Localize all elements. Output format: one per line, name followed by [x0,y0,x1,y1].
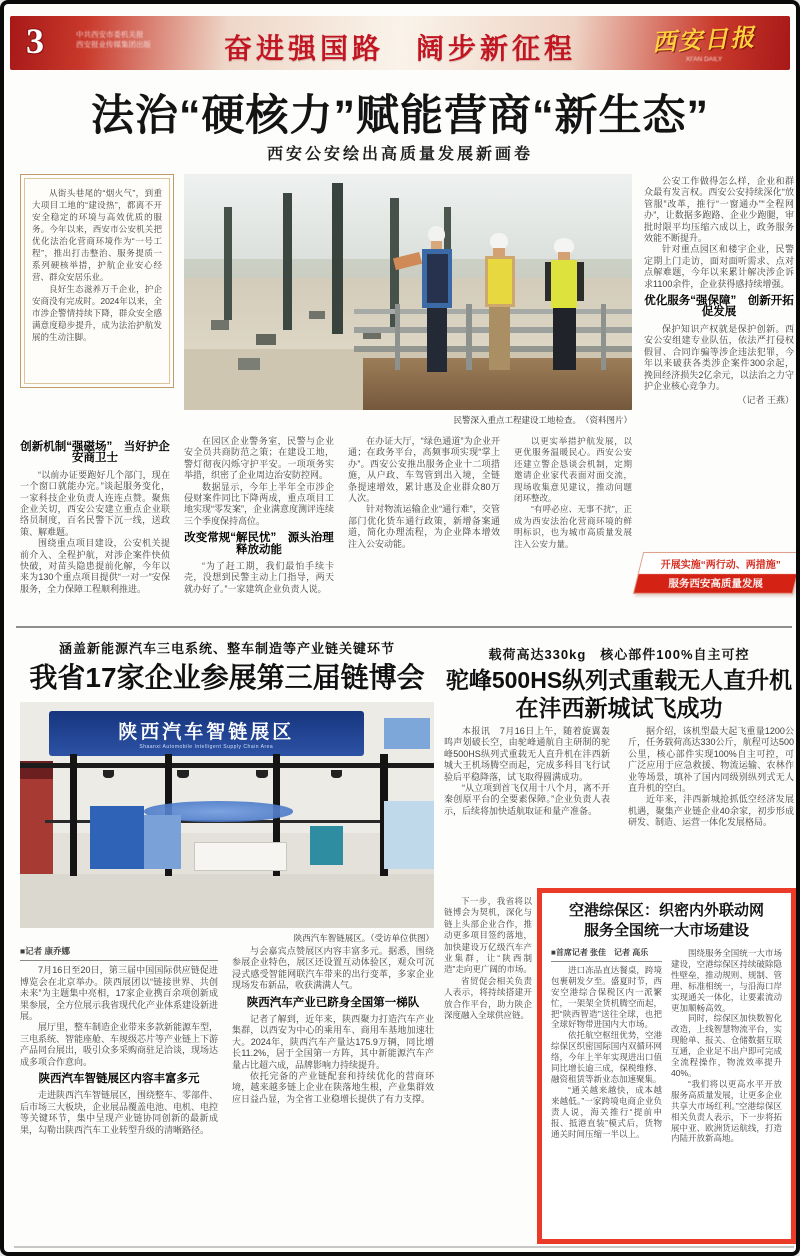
lead-deck: 西安公安绘出高质量发展新画卷 [266,146,533,163]
expo-photo-caption: 陕西汽车智链展区。（受访单位供图） [293,933,434,943]
lead-column-a [20,436,170,622]
railing-post [395,304,400,370]
body-paragraph: 良好生态滋养万千企业，护企安商没有完成时。2024年以来，全市涉企警情持续下降，群众安全感满意度稳步提升，成为法治护航发展的生动注脚。 [32,284,162,342]
column-subhead: 改变常规“解民忧” 源头治理释放动能 [184,532,334,556]
body-paragraph: （记者 王燕） [737,395,794,406]
body-paragraph: 省贸促会相关负责人表示，将持续搭建开放合作平台，助力陕企深度融入全球供应链。 [444,975,532,1021]
legs [427,308,447,372]
hi-vis-vest [551,260,577,308]
red-wall [20,779,53,874]
material-block [238,358,260,370]
banner-slogan: 奋进强国路 阔步新征程 [223,33,576,64]
body-paragraph: “以前办证要跑好几个部门，现在一个窗口就能办完。”谈起服务变化，一家科技企业负责人连连点赞。聚焦企业关切，西安公安建立重点企业联络员制度，百名民警下沉一线，送政策、解难题。 [20,469,170,537]
drone-kicker: 载荷高达330kg 核心部件100%自主可控 [488,647,750,662]
body-paragraph: 记者了解到，近年来，陕西聚力打造汽车产业集群，以西安为中心的乘用车、商用车基地加速壮大。2024年，陕西汽车产量达175.9万辆，同比增长11.2%，居于全国第一方阵，其中新能源汽车产量占比超六成，品牌影响力持续提升。 [232,1014,434,1070]
byline: ■记者 康乔娜 [20,946,218,961]
campaign-ribbon-line1: 开展实施“两行动、两措施” [660,560,781,571]
lead-headline: 法治“硬核力”赋能营商“新生态” [91,92,709,140]
logo-calligraphy: 西安日报 [651,25,757,57]
body-paragraph: “从立项到首飞仅用十八个月，离不开秦创原平台的全要素保障。”企业负责人表示，后续将加快适航取证和量产准备。 [444,783,610,816]
body-paragraph: 以更实举措护航发展，以更优服务温暖民心。西安公安还建立警企恳谈会机制，定期邀请企业家代表面对面交流，现场收集意见建议，推动问题闭环整改。 [514,436,632,504]
teal-booth [310,826,343,864]
stage-light [331,770,343,778]
stage-light [177,770,189,778]
airport-article-box [537,888,796,1244]
blue-panel [384,718,430,750]
expo-column-2 [232,946,434,1242]
section-divider [16,626,792,628]
light-panel [384,801,434,869]
body-paragraph: 从街头巷尾的“烟火气”，到重大项目工地的“建设热”，都离不开安全稳定的环境与高效优质的服务。今年以来，西安市公安机关把优化法治化营商环境作为“一号工程”，推出打击整治、服务提质一系列硬核举措，护航企业安心经营、群众安居乐业。 [32,188,162,282]
drone-column-2 [628,726,794,884]
material-block [211,320,229,329]
lead-column-b [184,436,334,622]
truss-column [70,754,77,876]
body-paragraph: 展厅里，整车制造企业带来多款新能源车型，三电系统、智能座舱、车规级芯片等产业链上下游产品同台展出，吸引众多采购商驻足洽谈，现场达成多项合作意向。 [20,1022,218,1067]
column-subhead: 优化服务“强保障” 创新开拓促发展 [644,295,794,319]
airport-column-right [671,948,782,1220]
body-paragraph: 在办证大厅，“绿色通道”为企业开通；在政务平台，高频事项实现“掌上办”。西安公安推出服务企业十二项措施，从户政、车驾管到出入境，全链条提速增效，累计惠及企业群众80万人次。 [348,436,500,504]
airport-headline-line2: 服务全国统一大市场建设 [583,922,749,939]
blue-cabinet [144,815,181,869]
tactical-vest [427,254,448,304]
expo-photo [20,702,434,928]
expo-column-3 [444,896,532,1242]
body-paragraph: “有呼必应、无事不扰”，正成为西安法治化营商环境的鲜明标识，也为城市高质量发展注入公安力量。 [514,504,632,549]
lead-photo-caption: 民警深入重点工程建设工地检查。 （资料图片） [453,415,632,425]
drone-column-1 [444,726,610,884]
legs [553,308,575,370]
steel-column [332,183,343,334]
worker-figure [480,233,520,370]
drone-headline-line1: 驼峰500HS纵列式重载无人直升机 [445,667,793,693]
body-paragraph: 依托完备的产业链配套和持续优化的营商环境，越来越多链上企业在陕落地生根，产业集群效应日益凸显，为全省工业稳增长提供了有力支撑。 [232,1071,434,1104]
column-subhead: 陕西汽车智链展区内容丰富多元 [38,1073,200,1086]
drone-headline-line2: 在沣西新城试飞成功 [515,695,723,721]
airport-headline-line1: 空港综保区：织密内外联动网 [568,902,764,919]
campaign-ribbon-line2 [633,574,800,593]
helmet [554,238,574,254]
column-subhead: 陕西汽车产业已跻身全国第一梯队 [246,996,420,1009]
body-paragraph: 进口冻品直达餐桌，跨境包裹朝发夕至。盛夏时节，西安空港综合保税区内一派繁忙，一架架全货机腾空而起，把“陕西智造”送往全球，也把全球好物带进国内大市场。 [551,964,662,1030]
body-paragraph: 下一步，我省将以链博会为契机，深化与链上头部企业合作，推动更多项目签约落地，加快建设万亿级汽车产业集群，让“陕西制造”走向更广阔的市场。 [444,896,532,975]
body-paragraph: 依托航空枢纽优势，空港综保区织密国际国内双循环网络，今年上半年实现进出口值同比增长逾三成，保税维修、融资租赁等新业态加速聚集。 [551,1030,662,1084]
body-paragraph: 走进陕西汽车智链展区，围绕整车、零部件、后市场三大板块，企业展品覆盖电池、电机、电控等关键环节，集中呈现产业链协同创新的最新成果，勾勒出陕西汽车工业转型升级的清晰路径。 [20,1090,218,1135]
expo-kicker: 涵盖新能源汽车三电系统、整车制造等产业链关键环节 [58,641,395,656]
bottom-rule [14,1246,794,1248]
white-counter [194,842,287,871]
lead-intro-text [24,178,170,384]
exhibit-banner-en: Shaanxi Automobile Intelligent Supply Chain Area [139,744,274,751]
body-paragraph: 公安工作做得怎么样，企业和群众最有发言权。西安公安持续深化“放管服”改革，推行“一窗通办”“全程网办”，让数据多跑路、企业少跑腿，审批时限平均压缩六成以上，政务服务效能不断提升。 [644,176,794,244]
hall-floor [20,869,434,928]
masthead-info-line2: 西安报业传媒集团出版 [76,40,151,49]
masthead-banner [10,16,790,70]
steel-column [283,193,293,330]
body-paragraph: “为了赶工期，我们最怕手续卡壳，没想到民警主动上门指导，两天就办好了。”一家建筑企业负责人说。 [184,561,334,594]
officer-figure [417,226,457,372]
body-paragraph: 针对物流运输企业“通行难”，交管部门优化货车通行政策，新增备案通道，简化办理流程，为企业降本增效注入公安动能。 [348,504,500,549]
body-paragraph: 保护知识产权就是保护创新。西安公安组建专业队伍，依法严打侵权假冒、合同诈骗等涉企违法犯罪，今年以来破获各类涉企案件300余起，挽回经济损失2亿余元，以法治之力守护企业核心竞争力。 [644,323,794,391]
stage-light [256,770,268,778]
column-subhead: 创新机制“强磁场” 当好护企安商卫士 [20,441,170,465]
worker-figure [542,238,587,370]
blue-cabinet [90,806,144,869]
body-paragraph: “我们将以更高水平开放服务高质量发展，让更多企业共享大市场红利。”空港综保区相关负责人表示，下一步将拓展中亚、欧洲货运航线，打造内陆开放新高地。 [671,1078,782,1144]
body-paragraph: 与会嘉宾点赞展区内容丰富多元。据悉，围绕参展企业特色，展区还设置互动体验区，观众可沉浸式感受智能网联汽车带来的出行变革，多家企业现场发布新品，收获满满人气。 [232,946,434,991]
material-block [256,334,276,345]
body-paragraph: 本报讯 7月16日上午，随着旋翼轰鸣声划破长空，由驼峰通航自主研制的驼峰500HS纵列式重载无人直升机在沣西新城大王机场腾空而起，完成多科目飞行试验后平稳降落，试飞取得圆满成功。 [444,726,610,782]
lead-photo [184,174,632,410]
legs [489,307,509,370]
stage-light [103,770,115,778]
body-paragraph: 同时，综保区加快数智化改造，上线智慧物流平台，实现舱单、报关、仓储数据互联互通，企业足不出户即可完成全流程操作，物流效率提升40%。 [671,1013,782,1078]
truss-beam [20,763,434,768]
body-paragraph: 在园区企业警务室，民警与企业安全员共商防范之策；在建设工地，警灯彻夜闪烁守护平安。一项项务实举措，织密了企业周边治安防控网。 [184,436,334,481]
expo-headline: 我省17家企业参展第三届链博会 [29,662,425,693]
body-paragraph: 数据显示，今年上半年全市涉企侵财案件同比下降两成，重点项目工地实现“零发案”，企业满意度测评连续三个季度保持高位。 [184,481,334,526]
material-block [309,311,325,319]
byline: ■首席记者 张佳 记者 高乐 [551,948,662,962]
body-paragraph: 近年来，沣西新城抢抓低空经济发展机遇，聚集产业链企业40余家，初步形成研发、制造、运营一体化发展格局。 [628,794,794,828]
newspaper-logo [634,20,774,63]
railing-post [601,304,606,370]
helmet [490,233,508,249]
body-paragraph: 围绕重点项目建设，公安机关提前介入、全程护航，对涉企案件快侦快破，对苗头隐患提前化解，今年以来为130个重点项目提供“一对一”安保服务，全力保障工程顺利推进。 [20,538,170,594]
exhibit-banner-cn: 陕西汽车智链展区 [118,722,295,744]
body-paragraph: “通关越来越快，成本越来越低。”一家跨境电商企业负责人说，海关推行“提前申报、抵港直装”模式后，货物通关时间压缩一半以上。 [551,1084,662,1139]
railing-post [466,304,471,370]
body-paragraph: 据介绍，该机型最大起飞重量1200公斤，任务载荷高达330公斤，航程可达500公里，核心部件实现100%自主可控，可广泛应用于应急救援、物流运输、农林作业等场景，填补了国内同级别纵列式无人直升机的空白。 [628,726,794,794]
body-paragraph: 7月16日至20日，第三届中国国际供应链促进博览会在北京举办。陕西展团以“链接世界、共创未来”为主题集中亮相，17家企业携百余项创新成果参展，全方位展示我省现代化产业体系建设新进展。 [20,965,218,1022]
page-number: 3 [26,21,44,61]
campaign-ribbon [633,552,800,594]
lead-intro-box [20,174,174,388]
lead-column-d [514,436,632,622]
hi-vis-vest [488,259,512,304]
expo-column-1 [20,946,218,1242]
airport-columns [551,948,782,1220]
campaign-ribbon-line2-text: 服务西安高质量发展 [668,578,763,590]
body-paragraph: 针对重点园区和楼宇企业，民警定期上门走访，面对面听需求、点对点解难题，今年以来累计解决涉企诉求1100余件，企业获得感持续增强。 [644,244,794,289]
logo-subtext: XI'AN DAILY [685,56,723,63]
lead-column-c [348,436,500,622]
body-paragraph: 围绕服务全国统一大市场建设，空港综保区持续破除隐性壁垒，推动规则、规制、管理、标准相统一，与沿海口岸实现通关一体化，让要素流动更加顺畅高效。 [671,948,782,1013]
exhibit-banner [49,711,364,756]
airport-column-left [551,948,662,1220]
masthead-info-line1: 中共西安市委机关报 [76,30,144,39]
lead-column-right [644,176,794,546]
steel-column [224,207,232,320]
